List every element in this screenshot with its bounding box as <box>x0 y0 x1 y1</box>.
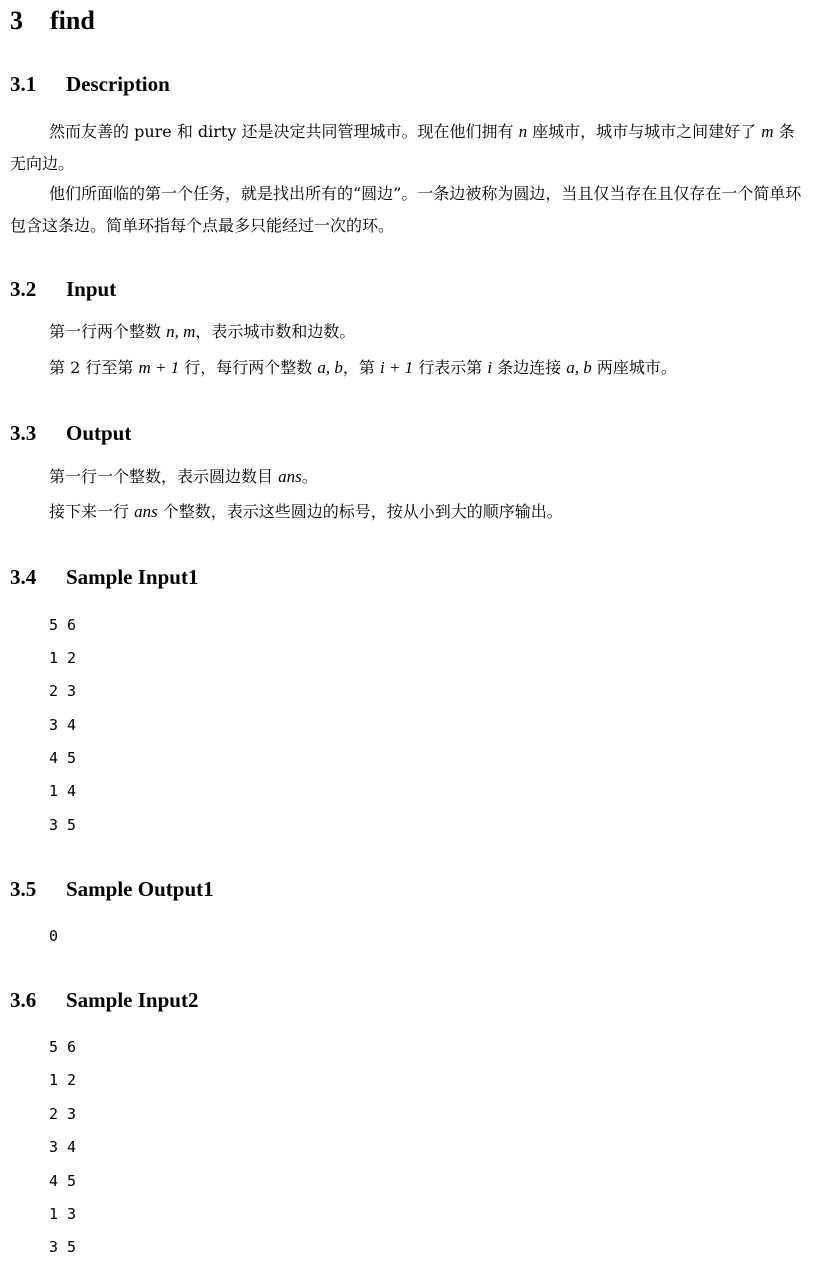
subsection-heading-sample-output1 <box>10 876 214 902</box>
code-line: 3 4 <box>49 716 77 734</box>
code-line: 0 <box>49 927 59 945</box>
subsection-number: 3.3 <box>10 421 37 445</box>
code-line: 5 6 <box>49 1038 77 1056</box>
code-line: 2 3 <box>49 1105 77 1123</box>
subsection-number: 3.2 <box>10 277 37 301</box>
output-line-2: 接下来一行 ans 个整数，表示这些圆边的标号，按从小到大的顺序输出。 <box>49 502 563 521</box>
subsection-title: Input <box>66 277 117 301</box>
input-line-1: 第一行两个整数 n, m，表示城市数和边数。 <box>49 322 356 341</box>
code-line: 1 4 <box>49 782 77 800</box>
math-var-n: n <box>518 122 528 141</box>
code-line: 1 2 <box>49 649 77 667</box>
description-paragraph-2: 他们所面临的第一个任务，就是找出所有的“圆边”。一条边被称为圆边，当且仅当存在且仅存在一个简单环包含这条边。简单环指每个点最多只能经过一次的环。 <box>10 184 802 235</box>
code-line: 3 5 <box>49 1238 77 1256</box>
section-number: 3 <box>10 6 23 35</box>
subsection-title: Description <box>66 72 170 96</box>
section-title: find <box>50 6 95 35</box>
math-var-m: m <box>761 122 774 141</box>
output-line-1: 第一行一个整数，表示圆边数目 ans。 <box>49 467 318 486</box>
code-line: 1 3 <box>49 1205 77 1223</box>
code-line: 5 6 <box>49 616 77 634</box>
code-line: 3 4 <box>49 1138 77 1156</box>
subsection-number: 3.4 <box>10 565 37 589</box>
code-line: 4 5 <box>49 1172 77 1190</box>
subsection-title: Sample Input2 <box>66 988 199 1012</box>
subsection-number: 3.1 <box>10 72 37 96</box>
subsection-title: Sample Input1 <box>66 565 199 589</box>
subsection-title: Sample Output1 <box>66 877 214 901</box>
subsection-heading-sample-input2 <box>10 987 198 1013</box>
code-line: 4 5 <box>49 749 77 767</box>
subsection-heading-output <box>10 420 131 446</box>
description-paragraph-1: 然而友善的 pure 和 dirty 还是决定共同管理城市。现在他们拥有 n 座城市，城市与城市之间建好了 m 条无向边。 <box>10 122 795 173</box>
section-heading <box>10 6 95 36</box>
subsection-heading-description <box>10 71 170 97</box>
subsection-heading-sample-input1 <box>10 564 198 590</box>
code-line: 1 2 <box>49 1071 77 1089</box>
subsection-title: Output <box>66 421 132 445</box>
subsection-heading-input <box>10 276 116 302</box>
code-line: 2 3 <box>49 682 77 700</box>
subsection-number: 3.5 <box>10 877 37 901</box>
code-line: 3 5 <box>49 816 77 834</box>
subsection-number: 3.6 <box>10 988 37 1012</box>
input-line-2: 第 2 行至第 m + 1 行，每行两个整数 a, b，第 i + 1 行表示第 i 条边连接 a, b 两座城市。 <box>49 358 677 377</box>
